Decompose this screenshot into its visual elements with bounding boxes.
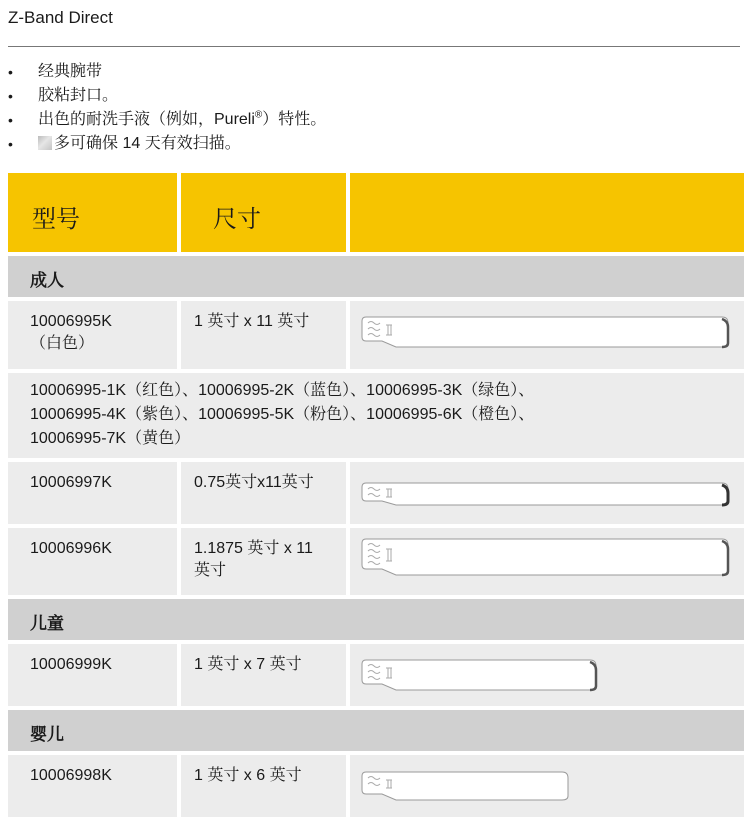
model-number: 10006995K (30, 313, 112, 330)
feature-item (8, 84, 326, 108)
table-row (8, 528, 744, 595)
size-value: 1 英寸 x 11 英寸 (194, 313, 310, 330)
size-value: 1 英寸 x 7 英寸 (194, 656, 302, 673)
section-label: 成人 (30, 271, 64, 290)
section-child (8, 599, 744, 640)
model-number: 10006997K (30, 474, 112, 491)
feature-list (8, 60, 326, 156)
header-cell-size: 尺寸 (181, 173, 346, 252)
feature-text: 经典腕带 (38, 63, 103, 80)
model-number: 10006999K (30, 656, 112, 673)
color-variant-line: 10006995-1K（红色）、10006995-2K（蓝色）、10006995-3K（绿色）、 (30, 382, 535, 399)
color-variant-line: 10006995-7K（黄色） (30, 430, 191, 447)
table-row (8, 644, 744, 706)
model-number: 10006998K (30, 767, 112, 784)
feature-text-suffix: ）特性。 (262, 111, 327, 128)
table-row (8, 755, 744, 817)
table-row (8, 462, 744, 524)
page-title: Z-Band Direct (8, 8, 113, 27)
feature-text: 胶粘封口。 (38, 87, 119, 104)
registered-mark: ® (254, 109, 263, 121)
feature-item (8, 60, 326, 84)
wristband-image (360, 768, 572, 804)
model-number: 10006996K (30, 540, 112, 557)
section-infant (8, 710, 744, 751)
header-cell-model: 型号 (8, 173, 177, 252)
color-variant-line: 10006995-4K（紫色）、10006995-5K（粉色）、10006995-6K（橙色）、 (30, 406, 535, 423)
feature-text: 出色的耐洗手液（例如，Pureli (38, 111, 255, 128)
feature-item (8, 132, 326, 156)
section-label: 婴儿 (30, 725, 64, 744)
wristband-image (360, 479, 732, 509)
redacted-glyph (38, 136, 52, 150)
feature-item (8, 108, 326, 132)
size-value: 1 英寸 x 6 英寸 (194, 767, 302, 784)
feature-text: 多可确保 14 天有效扫描。 (54, 135, 241, 152)
model-color: （白色） (30, 335, 95, 352)
header-cell-image (350, 173, 744, 252)
table-header (8, 173, 744, 252)
section-label: 儿童 (30, 614, 64, 633)
size-value: 1.1875 英寸 x 11 (194, 540, 313, 557)
product-table (8, 173, 744, 817)
title-divider (8, 46, 740, 47)
wristband-image (360, 313, 732, 351)
wristband-image (360, 656, 600, 694)
color-variants-row (8, 373, 744, 458)
section-adult (8, 256, 744, 297)
wristband-image (360, 535, 732, 583)
size-value: 0.75英寸x11英寸 (194, 474, 314, 491)
table-row (8, 301, 744, 369)
size-value-cont: 英寸 (194, 562, 227, 579)
